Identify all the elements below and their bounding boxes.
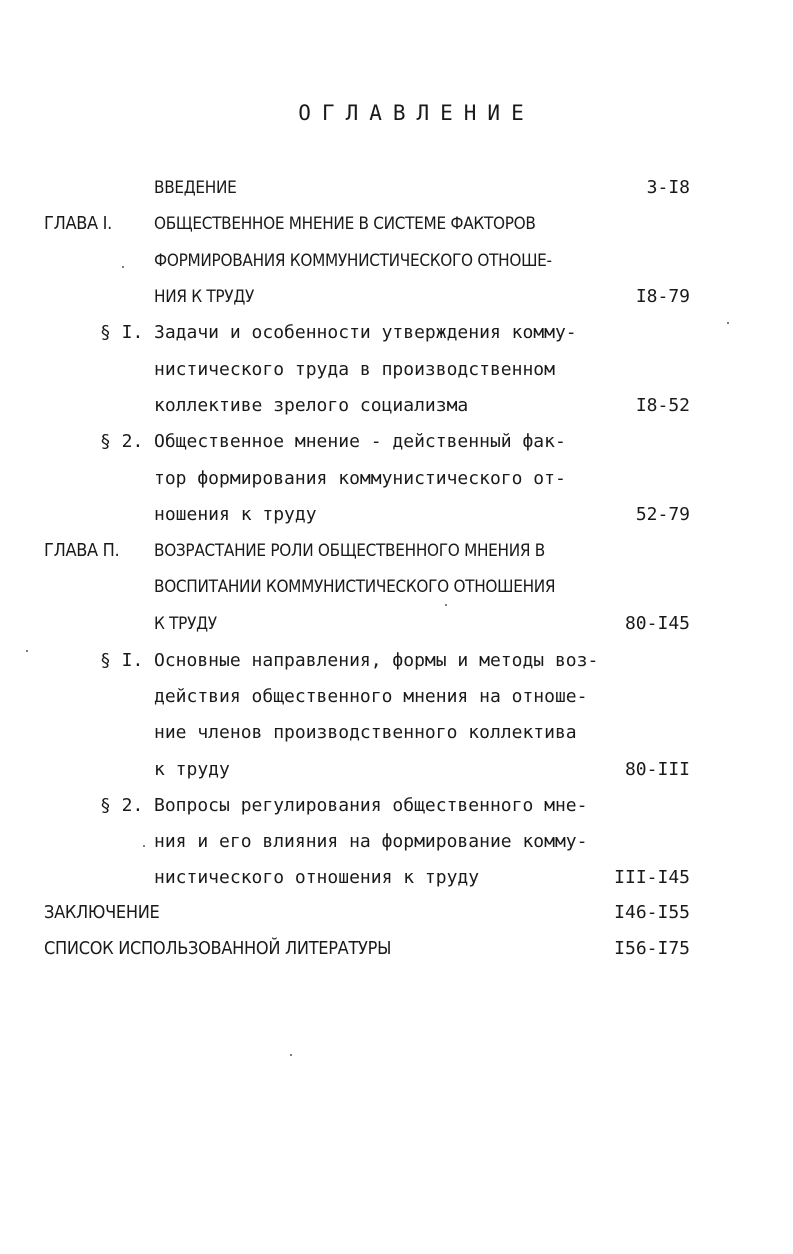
toc-ch2-label: ГЛАВА П.	[44, 540, 120, 561]
toc-ch2s2-line: нистического отношения к труду	[154, 867, 480, 888]
toc-ch1-line: НИЯ К ТРУДУ	[154, 287, 254, 307]
toc-ch2s1-line: действия общественного мнения на отноше-	[154, 686, 588, 707]
toc-ch2s1-line: к труду	[154, 759, 230, 780]
scan-speck	[727, 322, 729, 324]
scan-speck	[122, 266, 124, 268]
toc-ch2s2-pages: III-I45	[614, 867, 690, 888]
toc-ch1s1-line: Задачи и особенности утверждения комму-	[154, 322, 577, 343]
scan-speck	[26, 650, 28, 652]
toc-ch1s1-label: § I.	[100, 322, 144, 343]
scan-speck	[143, 845, 145, 847]
toc-ch1s1-line: нистического труда в производственном	[154, 359, 555, 380]
toc-ch2-line: ВОСПИТАНИИ КОММУНИСТИЧЕСКОГО ОТНОШЕНИЯ	[154, 577, 556, 597]
toc-bibliography-pages: I56-I75	[614, 938, 690, 959]
toc-ch1s2-label: § 2.	[100, 431, 144, 452]
toc-ch2s1-pages: 80-III	[624, 759, 690, 780]
toc-ch1-line: ФОРМИРОВАНИЯ КОММУНИСТИЧЕСКОГО ОТНОШЕ-	[154, 251, 552, 271]
toc-ch1s2-pages: 52-79	[635, 504, 690, 525]
toc-ch1s2-line: Общественное мнение - действенный фак-	[154, 431, 566, 452]
scan-speck	[445, 604, 447, 606]
toc-ch1s1-pages: I8-52	[635, 395, 690, 416]
toc-ch2s1-line: ние членов производственного коллектива	[154, 722, 577, 743]
toc-ch1-label: ГЛАВА I.	[44, 213, 112, 234]
toc-conclusion-title: ЗАКЛЮЧЕНИЕ	[44, 902, 160, 923]
scan-speck	[290, 1054, 292, 1056]
toc-ch2s1-label: § I.	[100, 650, 144, 671]
toc-intro-pages: 3-I8	[646, 177, 690, 198]
toc-ch2-line: К ТРУДУ	[154, 614, 217, 634]
toc-ch1s2-line: тор формирования коммунистического от-	[154, 468, 566, 489]
toc-ch1-line: ОБЩЕСТВЕННОЕ МНЕНИЕ В СИСТЕМЕ ФАКТОРОВ	[154, 214, 536, 234]
page-title: ОГЛАВЛЕНИЕ	[298, 101, 535, 125]
toc-ch2s2-line: Вопросы регулирования общественного мне-	[154, 795, 588, 816]
toc-ch1s2-line: ношения к труду	[154, 504, 317, 525]
toc-bibliography-title: СПИСОК ИСПОЛЬЗОВАННОЙ ЛИТЕРАТУРЫ	[44, 938, 392, 959]
toc-ch2-line: ВОЗРАСТАНИЕ РОЛИ ОБЩЕСТВЕННОГО МНЕНИЯ В	[154, 541, 545, 561]
toc-ch2-pages: 80-I45	[624, 613, 690, 634]
toc-ch2s1-line: Основные направления, формы и методы воз-	[154, 650, 599, 671]
toc-ch1s1-line: коллективе зрелого социализма	[154, 395, 469, 416]
toc-conclusion-pages: I46-I55	[614, 902, 690, 923]
toc-ch2s2-line: ния и его влияния на формирование комму-	[154, 831, 588, 852]
toc-ch2s2-label: § 2.	[100, 795, 144, 816]
toc-intro-title: ВВЕДЕНИЕ	[154, 178, 237, 198]
toc-ch1-pages: I8-79	[635, 286, 690, 307]
